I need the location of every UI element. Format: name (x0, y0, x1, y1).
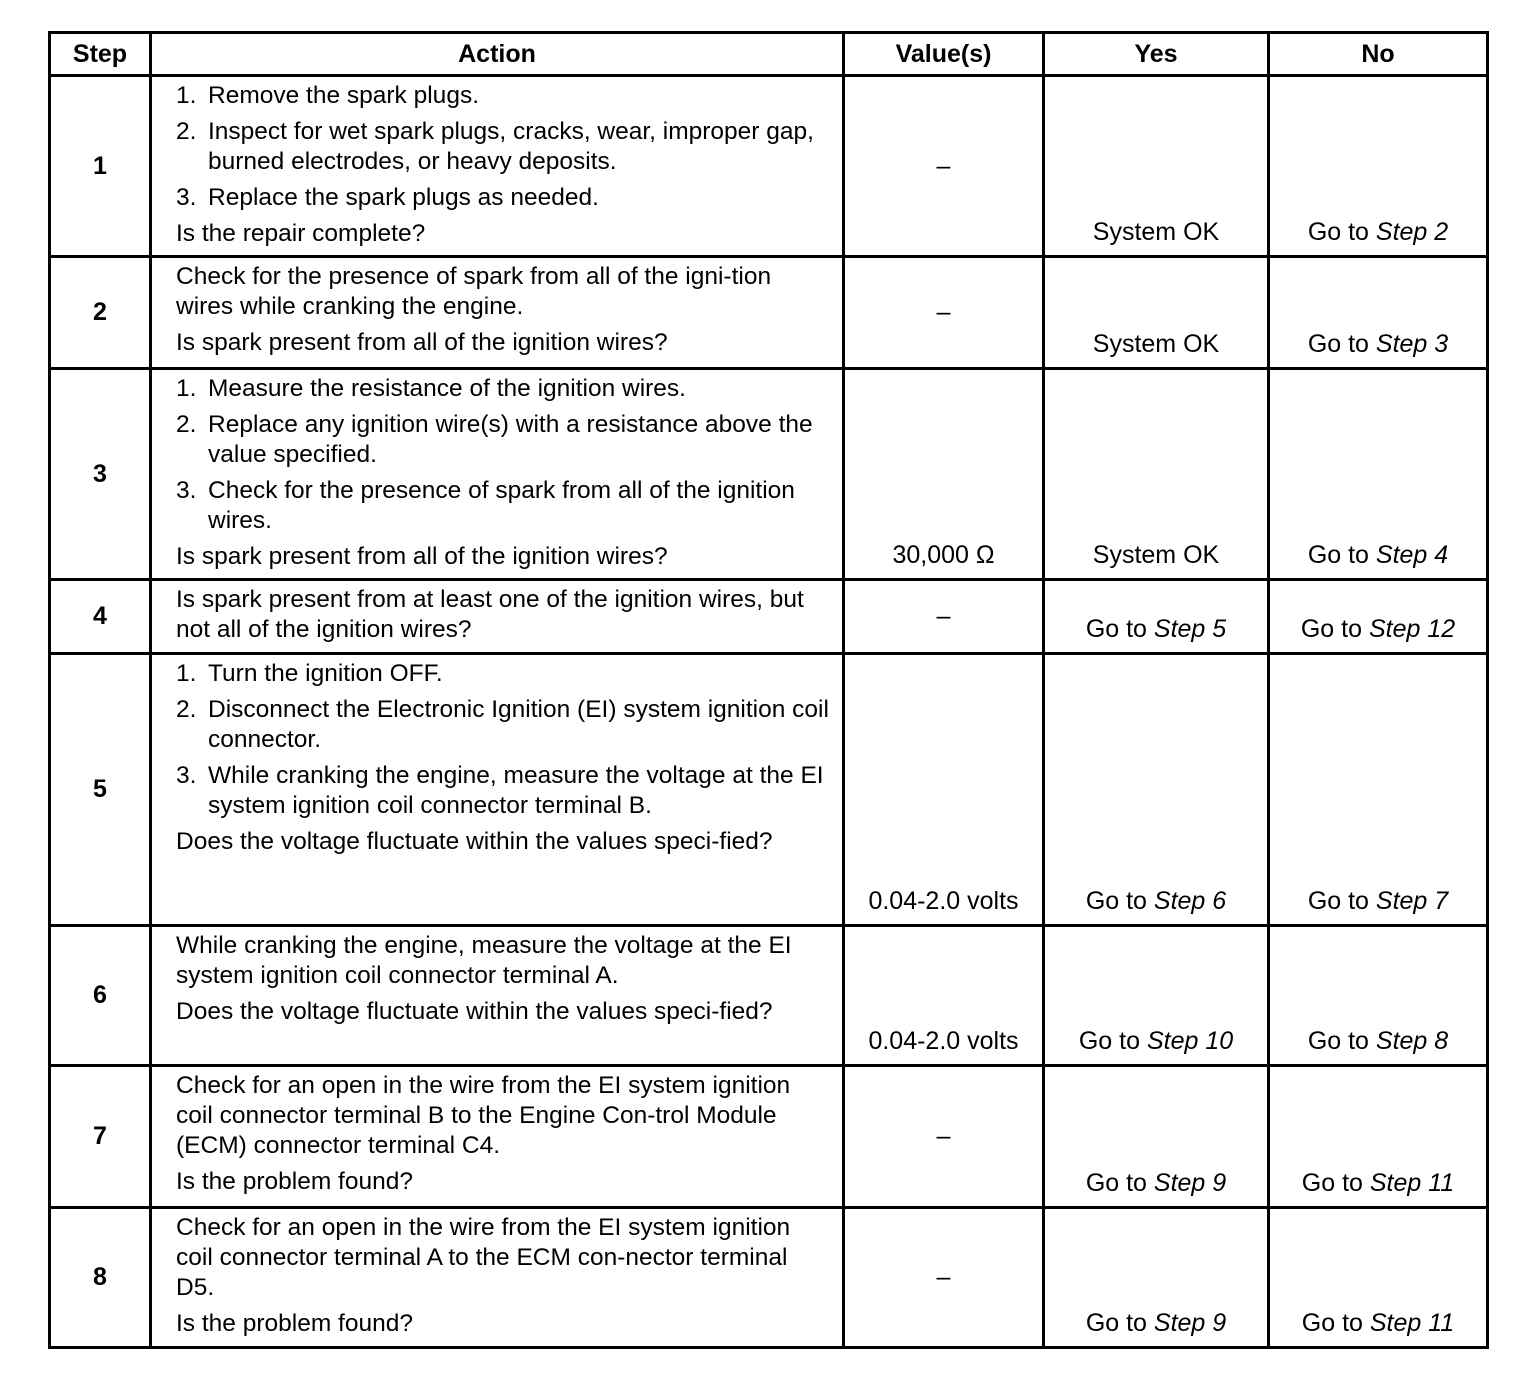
action-cell (151, 1066, 844, 1208)
action-cell (151, 580, 844, 654)
value-cell: – (844, 76, 1044, 257)
no-step-ref: Step 3 (1375, 330, 1449, 358)
action-list-item (176, 374, 832, 404)
value-cell: – (844, 580, 1044, 654)
header-step: Step (50, 33, 151, 76)
no-cell (1269, 654, 1488, 926)
yes-step-ref: Step 10 (1146, 1027, 1234, 1055)
list-number: 2. (176, 411, 197, 438)
header-no: No (1269, 33, 1488, 76)
list-number: 2. (176, 118, 197, 145)
list-number: 1. (176, 375, 197, 402)
action-cell (151, 926, 844, 1066)
no-cell (1269, 1066, 1488, 1208)
list-number: 3. (176, 477, 197, 504)
list-number: 1. (176, 660, 197, 687)
no-text: Go to (1300, 615, 1369, 643)
action-cell (151, 654, 844, 926)
no-cell (1269, 257, 1488, 369)
yes-text: System OK (1092, 541, 1220, 569)
step-number: 6 (50, 926, 151, 1066)
value-cell: – (844, 1066, 1044, 1208)
value-cell: 0.04-2.0 volts (844, 654, 1044, 926)
step-number: 4 (50, 580, 151, 654)
yes-step-ref: Step 9 (1153, 1169, 1227, 1197)
no-cell (1269, 369, 1488, 580)
list-text: Measure the resistance of the ignition wires. (208, 375, 686, 402)
yes-cell (1044, 1208, 1269, 1348)
yes-text: Go to (1085, 1309, 1154, 1337)
no-cell (1269, 1208, 1488, 1348)
diagnostic-table (48, 31, 1489, 1349)
table-row (50, 369, 1488, 580)
yes-cell (1044, 369, 1269, 580)
yes-step-ref: Step 6 (1153, 887, 1227, 915)
action-cell (151, 369, 844, 580)
action-question: Is spark present from at least one of the ignition wires, but not all of the ignition wires? (176, 586, 804, 643)
list-text: Remove the spark plugs. (208, 82, 479, 109)
action-question: Is spark present from all of the ignition wires? (176, 329, 668, 356)
no-step-ref: Step 8 (1375, 1027, 1449, 1055)
list-number: 1. (176, 82, 197, 109)
action-question: Is the problem found? (176, 1310, 413, 1337)
action-list-item (176, 81, 832, 111)
action-instruction: Check for an open in the wire from the EI system ignition coil connector terminal A to the ECM con-nector terminal D5. (176, 1214, 791, 1301)
action-question: Does the voltage fluctuate within the values speci-fied? (176, 828, 773, 855)
action-list-item (176, 695, 832, 755)
header-yes: Yes (1044, 33, 1269, 76)
no-cell (1269, 580, 1488, 654)
no-text: Go to (1307, 1027, 1376, 1055)
no-step-ref: Step 11 (1369, 1309, 1455, 1337)
value-cell: 30,000 Ω (844, 369, 1044, 580)
action-list-item (176, 183, 832, 213)
yes-text: Go to (1085, 887, 1154, 915)
action-cell (151, 257, 844, 369)
yes-cell (1044, 1066, 1269, 1208)
list-number: 2. (176, 696, 197, 723)
yes-cell (1044, 654, 1269, 926)
table-row (50, 580, 1488, 654)
yes-step-ref: Step 5 (1153, 615, 1227, 643)
action-list-item (176, 117, 832, 177)
action-instruction: Check for an open in the wire from the EI system ignition coil connector terminal B to the Engine Con-trol Module (ECM) connector terminal C4. (176, 1072, 791, 1159)
no-text: Go to (1307, 541, 1376, 569)
action-question: Does the voltage fluctuate within the values speci-fied? (176, 998, 773, 1025)
header-row (50, 33, 1488, 76)
yes-text: Go to (1085, 615, 1154, 643)
list-number: 3. (176, 762, 197, 789)
action-list-item (176, 476, 832, 536)
action-instruction: While cranking the engine, measure the voltage at the EI system ignition coil connector terminal A. (176, 932, 792, 989)
table-row (50, 257, 1488, 369)
no-step-ref: Step 2 (1375, 218, 1449, 246)
value-cell: – (844, 1208, 1044, 1348)
step-number: 2 (50, 257, 151, 369)
yes-text: Go to (1078, 1027, 1147, 1055)
value-cell: – (844, 257, 1044, 369)
yes-text: System OK (1092, 218, 1220, 246)
yes-cell (1044, 76, 1269, 257)
action-instruction: Check for the presence of spark from all of the igni-tion wires while cranking the engine. (176, 263, 772, 320)
no-step-ref: Step 7 (1375, 887, 1449, 915)
no-text: Go to (1301, 1169, 1370, 1197)
action-list-item (176, 659, 832, 689)
action-cell (151, 1208, 844, 1348)
step-number: 8 (50, 1208, 151, 1348)
no-step-ref: Step 12 (1368, 615, 1456, 643)
header-action: Action (151, 33, 844, 76)
action-question: Is the problem found? (176, 1168, 413, 1195)
no-text: Go to (1307, 330, 1376, 358)
no-step-ref: Step 11 (1369, 1169, 1455, 1197)
value-cell: 0.04-2.0 volts (844, 926, 1044, 1066)
list-text: Check for the presence of spark from all of the ignition wires. (208, 477, 795, 534)
list-text: While cranking the engine, measure the voltage at the EI system ignition coil connector terminal B. (208, 762, 824, 819)
header-values: Value(s) (844, 33, 1044, 76)
yes-text: System OK (1092, 330, 1220, 358)
table-row (50, 654, 1488, 926)
step-number: 5 (50, 654, 151, 926)
step-number: 1 (50, 76, 151, 257)
no-text: Go to (1307, 218, 1376, 246)
table-row (50, 1208, 1488, 1348)
table-row (50, 1066, 1488, 1208)
no-step-ref: Step 4 (1375, 541, 1449, 569)
table-row (50, 926, 1488, 1066)
yes-cell (1044, 257, 1269, 369)
yes-cell (1044, 580, 1269, 654)
yes-step-ref: Step 9 (1153, 1309, 1227, 1337)
no-text: Go to (1301, 1309, 1370, 1337)
list-number: 3. (176, 184, 197, 211)
action-question: Is the repair complete? (176, 220, 426, 247)
table-row (50, 76, 1488, 257)
action-cell (151, 76, 844, 257)
yes-cell (1044, 926, 1269, 1066)
list-text: Replace the spark plugs as needed. (208, 184, 599, 211)
list-text: Inspect for wet spark plugs, cracks, wear, improper gap, burned electrodes, or heavy deposits. (208, 118, 814, 175)
list-text: Replace any ignition wire(s) with a resistance above the value specified. (208, 411, 813, 468)
step-number: 3 (50, 369, 151, 580)
action-question: Is spark present from all of the ignition wires? (176, 543, 668, 570)
action-list-item (176, 410, 832, 470)
list-text: Turn the ignition OFF. (208, 660, 443, 687)
yes-text: Go to (1085, 1169, 1154, 1197)
no-text: Go to (1307, 887, 1376, 915)
step-number: 7 (50, 1066, 151, 1208)
list-text: Disconnect the Electronic Ignition (EI) system ignition coil connector. (208, 696, 829, 753)
action-list-item (176, 761, 832, 821)
no-cell (1269, 926, 1488, 1066)
no-cell (1269, 76, 1488, 257)
